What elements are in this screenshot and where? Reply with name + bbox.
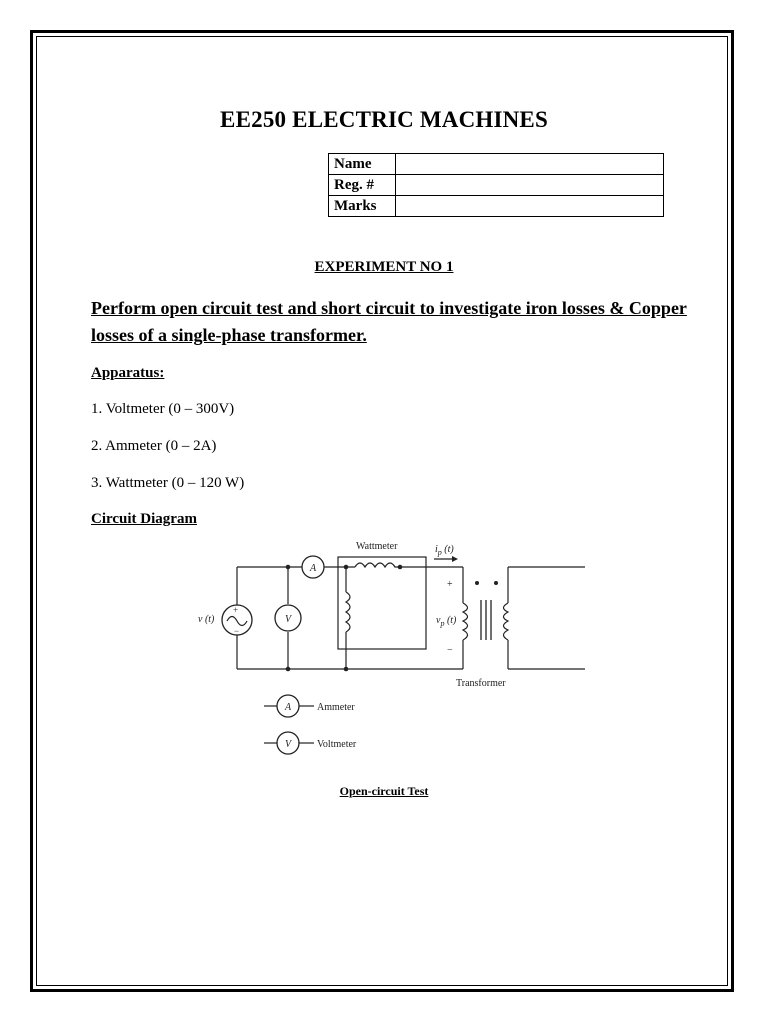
legend-ammeter-label: Ammeter bbox=[317, 702, 355, 713]
info-label: Name bbox=[329, 154, 396, 175]
student-info-table bbox=[328, 153, 664, 217]
apparatus-item-ammeter: 2. Ammeter (0 – 2A) bbox=[91, 438, 217, 454]
open-circuit-diagram bbox=[140, 512, 680, 777]
circuit-diagram-heading: Circuit Diagram bbox=[91, 511, 197, 527]
legend-voltmeter-symbol: V bbox=[284, 739, 292, 750]
experiment-number: EXPERIMENT NO 1 bbox=[314, 259, 454, 275]
ammeter-symbol: A bbox=[309, 563, 317, 574]
source-minus: − bbox=[234, 626, 240, 636]
apparatus-heading: Apparatus: bbox=[91, 365, 165, 381]
info-row-reg bbox=[329, 175, 664, 196]
wattmeter-voltage-coil bbox=[346, 592, 350, 632]
current-label: $i_p$ (t) bbox=[435, 544, 454, 557]
vp-plus: + bbox=[447, 579, 453, 590]
current-arrow bbox=[452, 556, 458, 562]
info-row-name bbox=[329, 154, 664, 175]
name-field[interactable] bbox=[396, 154, 664, 175]
apparatus-item-wattmeter: 3. Wattmeter (0 – 120 W) bbox=[91, 475, 245, 491]
source-plus: + bbox=[233, 605, 239, 615]
diagram-caption: Open-circuit Test bbox=[339, 784, 429, 798]
wattmeter-current-coil bbox=[355, 563, 400, 567]
legend-ammeter-symbol: A bbox=[284, 702, 292, 713]
wattmeter-label: Wattmeter bbox=[356, 541, 398, 552]
legend-voltmeter-label: Voltmeter bbox=[317, 739, 357, 750]
info-label: Reg. # bbox=[329, 175, 396, 196]
marks-field[interactable] bbox=[396, 196, 664, 217]
vp-label: $v_p$ (t) bbox=[436, 615, 457, 628]
info-row-marks bbox=[329, 196, 664, 217]
transformer-icon bbox=[463, 581, 508, 640]
experiment-objective: Perform open circuit test and short circuit to investigate iron losses & Copper losses of a single-phase transformer. bbox=[91, 298, 687, 345]
voltmeter-symbol: V bbox=[284, 614, 292, 625]
apparatus-item-voltmeter: 1. Voltmeter (0 – 300V) bbox=[91, 401, 235, 417]
transformer-label: Transformer bbox=[456, 678, 506, 689]
junction-dots bbox=[286, 565, 403, 672]
reg-field[interactable] bbox=[396, 175, 664, 196]
vp-minus: − bbox=[447, 645, 453, 656]
document-title: EE250 ELECTRIC MACHINES bbox=[220, 107, 548, 132]
info-label: Marks bbox=[329, 196, 396, 217]
source-label: v (t) bbox=[198, 614, 215, 625]
